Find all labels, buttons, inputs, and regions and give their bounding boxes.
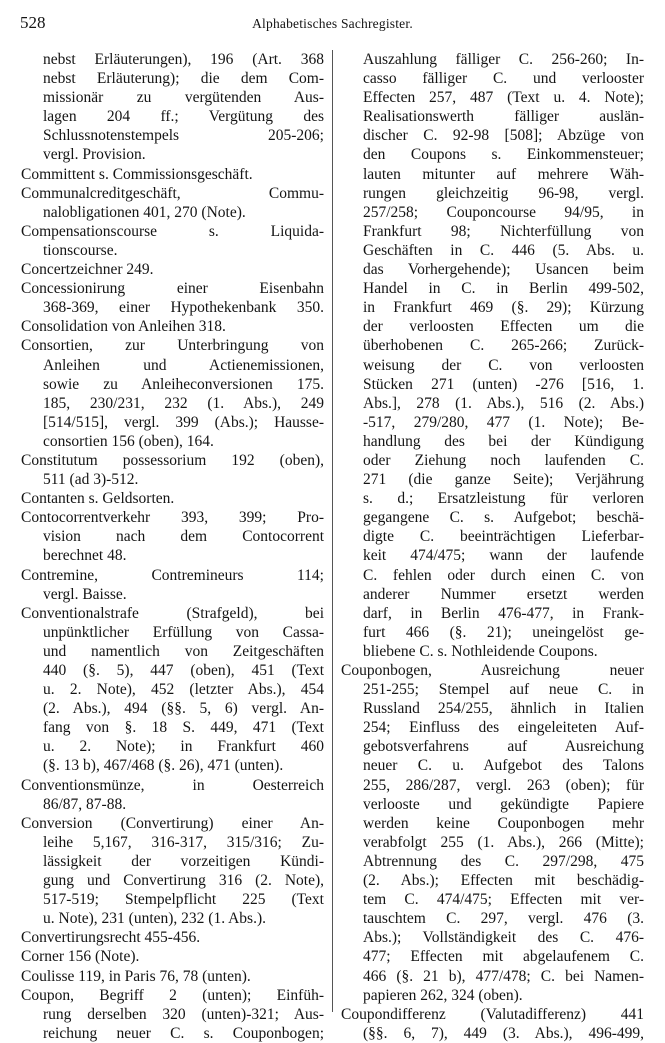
index-line: nalobligationen 401, 270 (Note). (43, 203, 246, 221)
index-line: überhobenen C. 265-266; Zurück- (363, 337, 644, 355)
index-line: Auszahlung fälliger C. 256-260; In- (363, 51, 644, 68)
index-line: 185, 230/231, 232 (1. Abs.), 249 (43, 394, 324, 412)
index-line: Committent s. Commissionsgeschäft. (21, 165, 253, 183)
index-line: Abtrennung des C. 297/298, 475 (363, 852, 644, 870)
index-line: Consortien, zur Unterbringung von (21, 337, 324, 355)
index-line: Frankfurt 98; Nichterfüllung von (363, 222, 644, 240)
index-line: u. 2. Note), 452 (letzter Abs.), 454 (43, 681, 324, 699)
index-line: der verloosten Effecten um die (363, 318, 644, 336)
index-line: Contocorrentverkehr 393, 399; Pro- (21, 509, 324, 527)
index-line: keit 474/475; wann der laufende (363, 547, 644, 565)
index-line: 517-519; Stempelpflicht 225 (Text (43, 891, 324, 909)
index-line: nebst Erläuterung); die dem Com- (43, 70, 324, 88)
index-line: missionär zu vergütenden Aus- (43, 89, 324, 107)
index-line: und namentlich von Zeitgeschäften (43, 642, 324, 660)
index-line: Anleihen und Actienemissionen, (43, 356, 324, 374)
index-line: Convertirungsrecht 455-456. (21, 929, 201, 947)
index-line: in Frankfurt 469 (§. 29); Kürzung (363, 299, 644, 317)
index-line: 511 (ad 3)-512. (43, 471, 139, 489)
index-line: verabfolgt 255 (1. Abs.), 266 (Mitte); (363, 833, 644, 851)
index-line: 251-255; Stempel auf neue C. in (363, 681, 644, 699)
right-column (341, 50, 644, 1042)
index-line: Schlussnotenstempels 205-206; (43, 127, 324, 145)
index-line: vergl. Provision. (43, 146, 146, 164)
index-line: anderer Nummer ersetzt werden (363, 585, 644, 603)
page-header (20, 12, 645, 36)
index-line: Handel in C. in Berlin 499-502, (363, 280, 644, 298)
index-line: neuer C. u. Aufgebot des Talons (363, 757, 644, 775)
index-line: bliebene C. s. Nothleidende Coupons. (363, 642, 598, 660)
index-line: 466 (§. 21 b), 477/478; C. bei Namen- (363, 967, 644, 985)
index-line: Constitutum possessorium 192 (oben), (21, 451, 324, 469)
index-line: gegangene C. s. Aufgebot; beschä- (363, 509, 644, 527)
index-line: Contanten s. Geldsorten. (21, 490, 175, 508)
index-line: fang von §. 18 S. 449, 471 (Text (43, 719, 324, 737)
index-line: vergl. Baisse. (43, 585, 127, 603)
page-number: 528 (20, 13, 46, 32)
index-line: Coupon, Begriff 2 (unten); Einfüh- (21, 986, 324, 1004)
index-line: tauschtem C. 297, vergl. 476 (3. (363, 910, 644, 928)
index-line: weisung der C. von verloosten (363, 356, 644, 374)
index-line: digte C. beeinträchtigen Lieferbar- (363, 528, 644, 546)
index-line: gung und Convertirung 316 (2. Note), (43, 872, 324, 890)
index-line: verlooste und gekündigte Papiere (363, 795, 644, 813)
index-line: Coulisse 119, in Paris 76, 78 (unten). (21, 967, 251, 985)
index-line: 477; Effecten mit abgelaufenem C. (363, 948, 644, 966)
index-line: furt 466 (§. 21); uneingelöst ge- (363, 623, 644, 641)
index-line: unpünktlicher Erfüllung von Cassa- (43, 623, 324, 641)
index-line: Coupondifferenz (Valutadifferenz) 441 (341, 1005, 644, 1023)
index-line: (§. 13 b), 467/468 (§. 26), 471 (unten). (43, 757, 284, 775)
index-line: Abs.], 278 (1. Abs.), 516 (2. Abs.) (363, 394, 644, 412)
index-line: lagen 204 ff.; Vergütung des (43, 108, 324, 126)
index-line: darf, in Berlin 476-477, in Frank- (363, 604, 644, 622)
index-line: tem C. 474/475; Effecten mit ver- (363, 891, 644, 909)
index-line: s. d.; Ersatzleistung für verloren (363, 490, 644, 508)
index-line: sowie zu Anleiheconversionen 175. (43, 375, 324, 393)
index-line: [514/515], vergl. 399 (Abs.); Hausse- (43, 413, 324, 431)
index-line: handlung des bei der Kündigung (363, 432, 644, 450)
index-line: casso fälliger C. und verlooster (363, 70, 644, 88)
index-line: rungen gleichzeitig 96-98, vergl. (363, 184, 644, 202)
index-line: das Vorhergehende); Usancen beim (363, 261, 644, 279)
index-line: lauten mitunter auf mehrere Wäh- (363, 165, 644, 183)
index-line: 86/87, 87-88. (43, 795, 127, 813)
index-line: werden keine Couponbogen mehr (363, 814, 644, 832)
left-column (21, 50, 324, 1042)
index-line: Couponbogen, Ausreichung neuer (341, 662, 644, 679)
index-line: Communalcreditgeschäft, Commu- (21, 184, 324, 202)
index-line: nebst Erläuterungen), 196 (Art. 368 (43, 51, 324, 68)
index-line: 368-369, einer Hypothekenbank 350. (43, 299, 324, 317)
index-line: u. 2. Note); in Frankfurt 460 (43, 738, 324, 756)
index-line: 257/258; Couponcourse 94/95, in (363, 203, 644, 221)
index-line: 254; Einfluss des eingeleiteten Auf- (363, 719, 644, 737)
index-line: 440 (§. 5), 447 (oben), 451 (Text (43, 662, 324, 679)
index-line: Realisationswerth fälliger auslän- (363, 108, 644, 126)
index-line: 255, 286/287, vergl. 263 (oben); für (363, 776, 644, 794)
index-line: Conventionsmünze, in Oesterreich (21, 776, 324, 794)
index-line: Corner 156 (Note). (21, 948, 140, 966)
index-line: den Coupons s. Einkommensteuer; (363, 146, 644, 164)
index-line: oder Ziehung noch laufenden C. (363, 451, 644, 469)
index-line: Stücken 271 (unten) -276 [516, 1. (363, 375, 644, 393)
index-line: gebotsverfahrens auf Ausreichung (363, 738, 644, 756)
index-line: Concessionirung einer Eisenbahn (21, 280, 324, 298)
index-line: (2. Abs.); Effecten mit beschädig- (363, 872, 644, 890)
index-line: (§§. 6, 7), 449 (3. Abs.), 496-499, (363, 1024, 644, 1042)
index-line: vision nach dem Contocorrent (43, 528, 324, 546)
index-line: Conventionalstrafe (Strafgeld), bei (21, 604, 324, 622)
index-line: 271 (die ganze Seite); Verjährung (363, 471, 644, 489)
index-line: Consolidation von Anleihen 318. (21, 318, 226, 336)
running-title: Alphabetisches Sachregister. (252, 16, 413, 31)
index-line: consortien 156 (oben), 164. (43, 432, 214, 450)
index-line: reichung neuer C. s. Couponbogen; (43, 1024, 324, 1042)
index-line: rung derselben 320 (unten)-321; Aus- (43, 1005, 324, 1023)
index-line: tionscourse. (43, 241, 118, 259)
index-line: u. Note), 231 (unten), 232 (1. Abs.). (43, 910, 266, 928)
index-line: leihe 5,167, 316-317, 315/316; Zu- (43, 833, 324, 851)
index-line: papieren 262, 324 (oben). (363, 986, 523, 1004)
index-line: Russland 254/255, ähnlich in Italien (363, 700, 644, 718)
index-line: (2. Abs.), 494 (§§. 5, 6) vergl. An- (43, 700, 324, 718)
index-line: Contremine, Contremineurs 114; (21, 566, 324, 584)
index-line: Compensationscourse s. Liquida- (21, 222, 324, 240)
column-divider (332, 50, 333, 1012)
index-line: berechnet 48. (43, 547, 127, 565)
index-line: Concertzeichner 249. (21, 261, 154, 279)
index-line: -517, 279/280, 477 (1. Note); Be- (363, 413, 644, 431)
index-line: Effecten 257, 487 (Text u. 4. Note); (363, 89, 644, 107)
index-line: C. fehlen oder durch einen C. von (363, 566, 644, 584)
index-line: Abs.); Vollständigkeit des C. 476- (363, 929, 644, 947)
index-line: lässigkeit der vorzeitigen Kündi- (43, 852, 324, 870)
index-line: Geschäften in C. 446 (5. Abs. u. (363, 241, 644, 259)
index-line: discher C. 92-98 [508]; Abzüge von (363, 127, 644, 145)
index-line: Conversion (Convertirung) einer An- (21, 814, 324, 832)
